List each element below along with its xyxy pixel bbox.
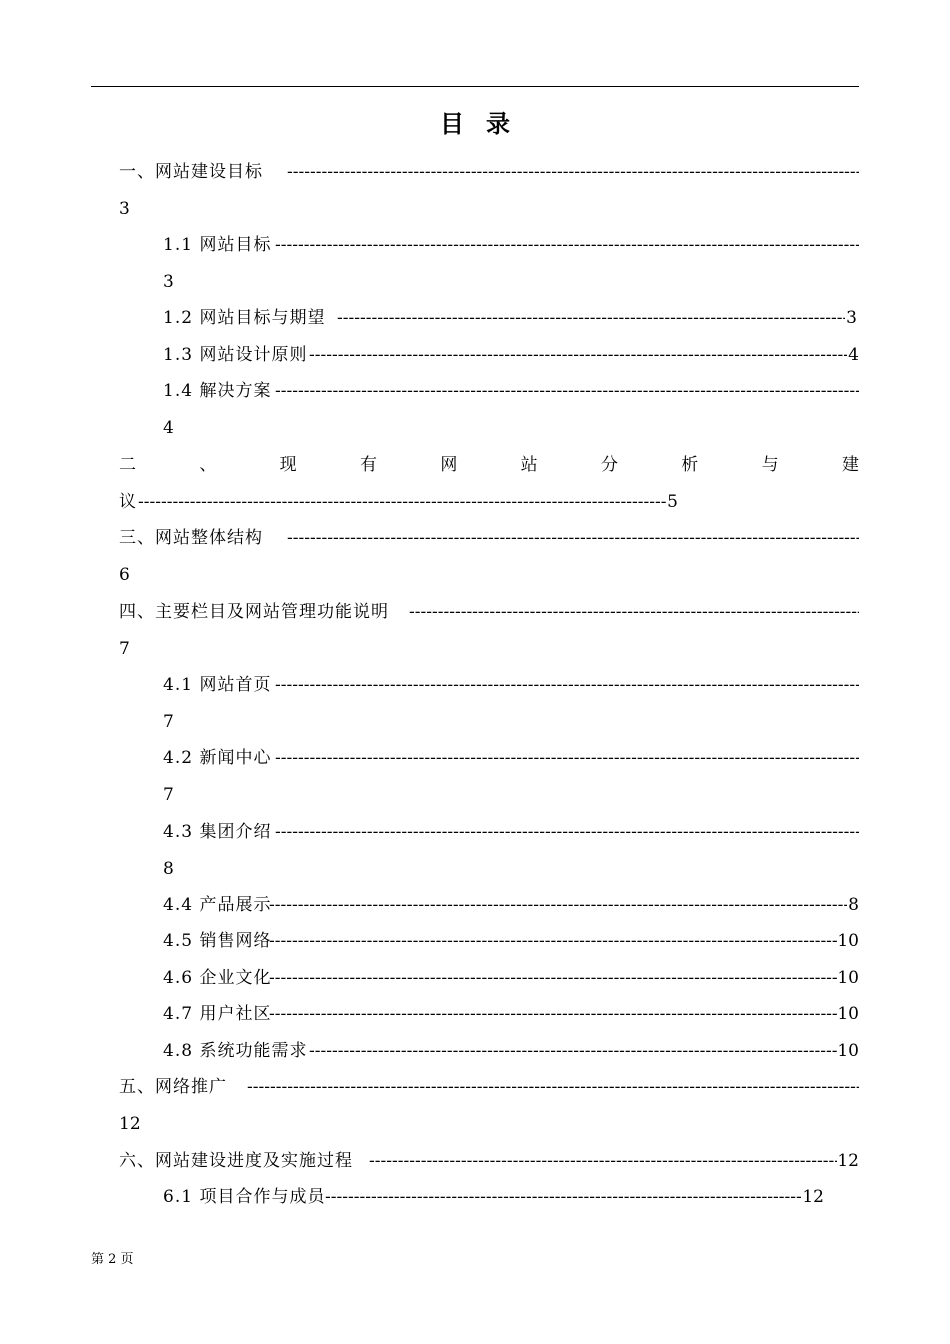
toc-page-number: 4 — [848, 345, 859, 365]
toc-page-number[interactable]: 7 — [163, 712, 174, 732]
toc-page-number: 12 — [802, 1187, 824, 1207]
toc-leader — [325, 1185, 802, 1209]
toc-entry-label: 议 — [119, 492, 137, 512]
toc-entry[interactable] — [119, 1075, 859, 1099]
toc-leader — [287, 526, 859, 550]
toc-page-number[interactable]: 7 — [119, 639, 130, 659]
toc-page-number: 8 — [848, 895, 859, 915]
toc-entry-label: 1.2 网站目标与期望 — [163, 308, 326, 328]
toc-entry-char: 建 — [841, 455, 859, 475]
toc-page-number[interactable]: 6 — [119, 565, 130, 585]
toc-entry-char: 析 — [681, 455, 699, 475]
toc-entry-label: 6.1 项目合作与成员 — [163, 1187, 326, 1207]
toc-entry-char: 、 — [199, 455, 217, 475]
toc-entry-label: 4.1 网站首页 — [163, 675, 272, 695]
toc-entry-spread[interactable] — [119, 453, 859, 477]
toc-entry[interactable] — [163, 966, 859, 990]
toc-leader — [269, 966, 837, 990]
toc-entry-label: 1.1 网站目标 — [163, 235, 272, 255]
toc-entry[interactable] — [163, 893, 859, 917]
toc-entry[interactable] — [163, 379, 859, 403]
toc-page-number[interactable]: 7 — [163, 785, 174, 805]
toc-entry-label: 4.7 用户社区 — [163, 1004, 272, 1024]
toc-page-number[interactable]: 4 — [163, 418, 174, 438]
toc-leader — [275, 233, 859, 257]
toc-entry-char: 网 — [440, 455, 458, 475]
toc-entry-label: 1.3 网站设计原则 — [163, 345, 308, 365]
toc-entry-label: 4.6 企业文化 — [163, 968, 272, 988]
toc-entry-label: 4.2 新闻中心 — [163, 748, 272, 768]
toc-page-number[interactable]: 8 — [163, 859, 174, 879]
toc-entry-label: 4.8 系统功能需求 — [163, 1041, 308, 1061]
toc-page-number: 10 — [837, 968, 859, 988]
toc-page-number[interactable]: 3 — [163, 272, 174, 292]
toc-entry-label: 1.4 解决方案 — [163, 381, 272, 401]
toc-entry-char: 有 — [359, 455, 377, 475]
toc-leader — [409, 600, 859, 624]
toc-page-number: 10 — [837, 1004, 859, 1024]
toc-leader — [269, 893, 847, 917]
toc-leader — [287, 160, 859, 184]
toc-entry-label: 三、网站整体结构 — [119, 528, 263, 548]
toc-leader — [269, 929, 837, 953]
toc-entry-char: 现 — [279, 455, 297, 475]
toc-entry[interactable] — [163, 1039, 859, 1063]
toc-entry[interactable] — [119, 1149, 859, 1173]
toc-leader — [269, 1002, 837, 1026]
toc-leader — [337, 306, 845, 330]
toc-entry-label: 五、网络推广 — [119, 1077, 227, 1097]
toc-entry[interactable] — [163, 343, 859, 367]
toc-entry[interactable] — [119, 600, 859, 624]
toc-entry-label: 六、网站建设进度及实施过程 — [119, 1151, 353, 1171]
toc-leader — [309, 1039, 837, 1063]
toc-entry-char: 站 — [520, 455, 538, 475]
toc-entry[interactable] — [163, 820, 859, 844]
toc-entry[interactable] — [119, 526, 859, 550]
toc-page-number: 10 — [837, 931, 859, 951]
toc-page-number: 12 — [837, 1151, 859, 1171]
toc-leader — [138, 490, 666, 514]
toc-page-number[interactable]: 12 — [119, 1114, 141, 1134]
toc-page-number: 3 — [846, 308, 857, 328]
page-title: 目录 — [440, 109, 532, 138]
toc-entry-continuation[interactable] — [119, 490, 678, 514]
toc-entry-char: 二 — [119, 455, 136, 475]
toc-page-number: 5 — [667, 492, 678, 512]
toc-entry[interactable] — [163, 746, 859, 770]
toc-leader — [275, 820, 859, 844]
toc-entry[interactable] — [163, 233, 859, 257]
toc-entry-label: 4.4 产品展示 — [163, 895, 272, 915]
toc-leader — [275, 746, 859, 770]
toc-entry[interactable] — [163, 929, 859, 953]
toc-entry[interactable] — [163, 673, 859, 697]
toc-leader — [309, 343, 847, 367]
toc-entry-label: 4.5 销售网络 — [163, 931, 272, 951]
toc-page-number[interactable]: 3 — [119, 199, 130, 219]
toc-entry-char: 分 — [600, 455, 618, 475]
toc-leader — [247, 1075, 859, 1099]
toc-entry[interactable] — [163, 306, 857, 330]
page-footer: 第 2 页 — [91, 1252, 134, 1267]
toc-entry-label: 一、网站建设目标 — [119, 162, 263, 182]
toc-entry-label: 4.3 集团介绍 — [163, 822, 272, 842]
toc-leader — [275, 673, 859, 697]
toc-entry[interactable] — [119, 160, 859, 184]
toc-leader — [369, 1149, 837, 1173]
toc-entry-label: 四、主要栏目及网站管理功能说明 — [119, 602, 389, 622]
toc-entry[interactable] — [163, 1002, 859, 1026]
toc-leader — [275, 379, 859, 403]
toc-entry[interactable] — [163, 1185, 824, 1209]
toc-page-number: 10 — [837, 1041, 859, 1061]
toc-entry-char: 与 — [761, 455, 779, 475]
